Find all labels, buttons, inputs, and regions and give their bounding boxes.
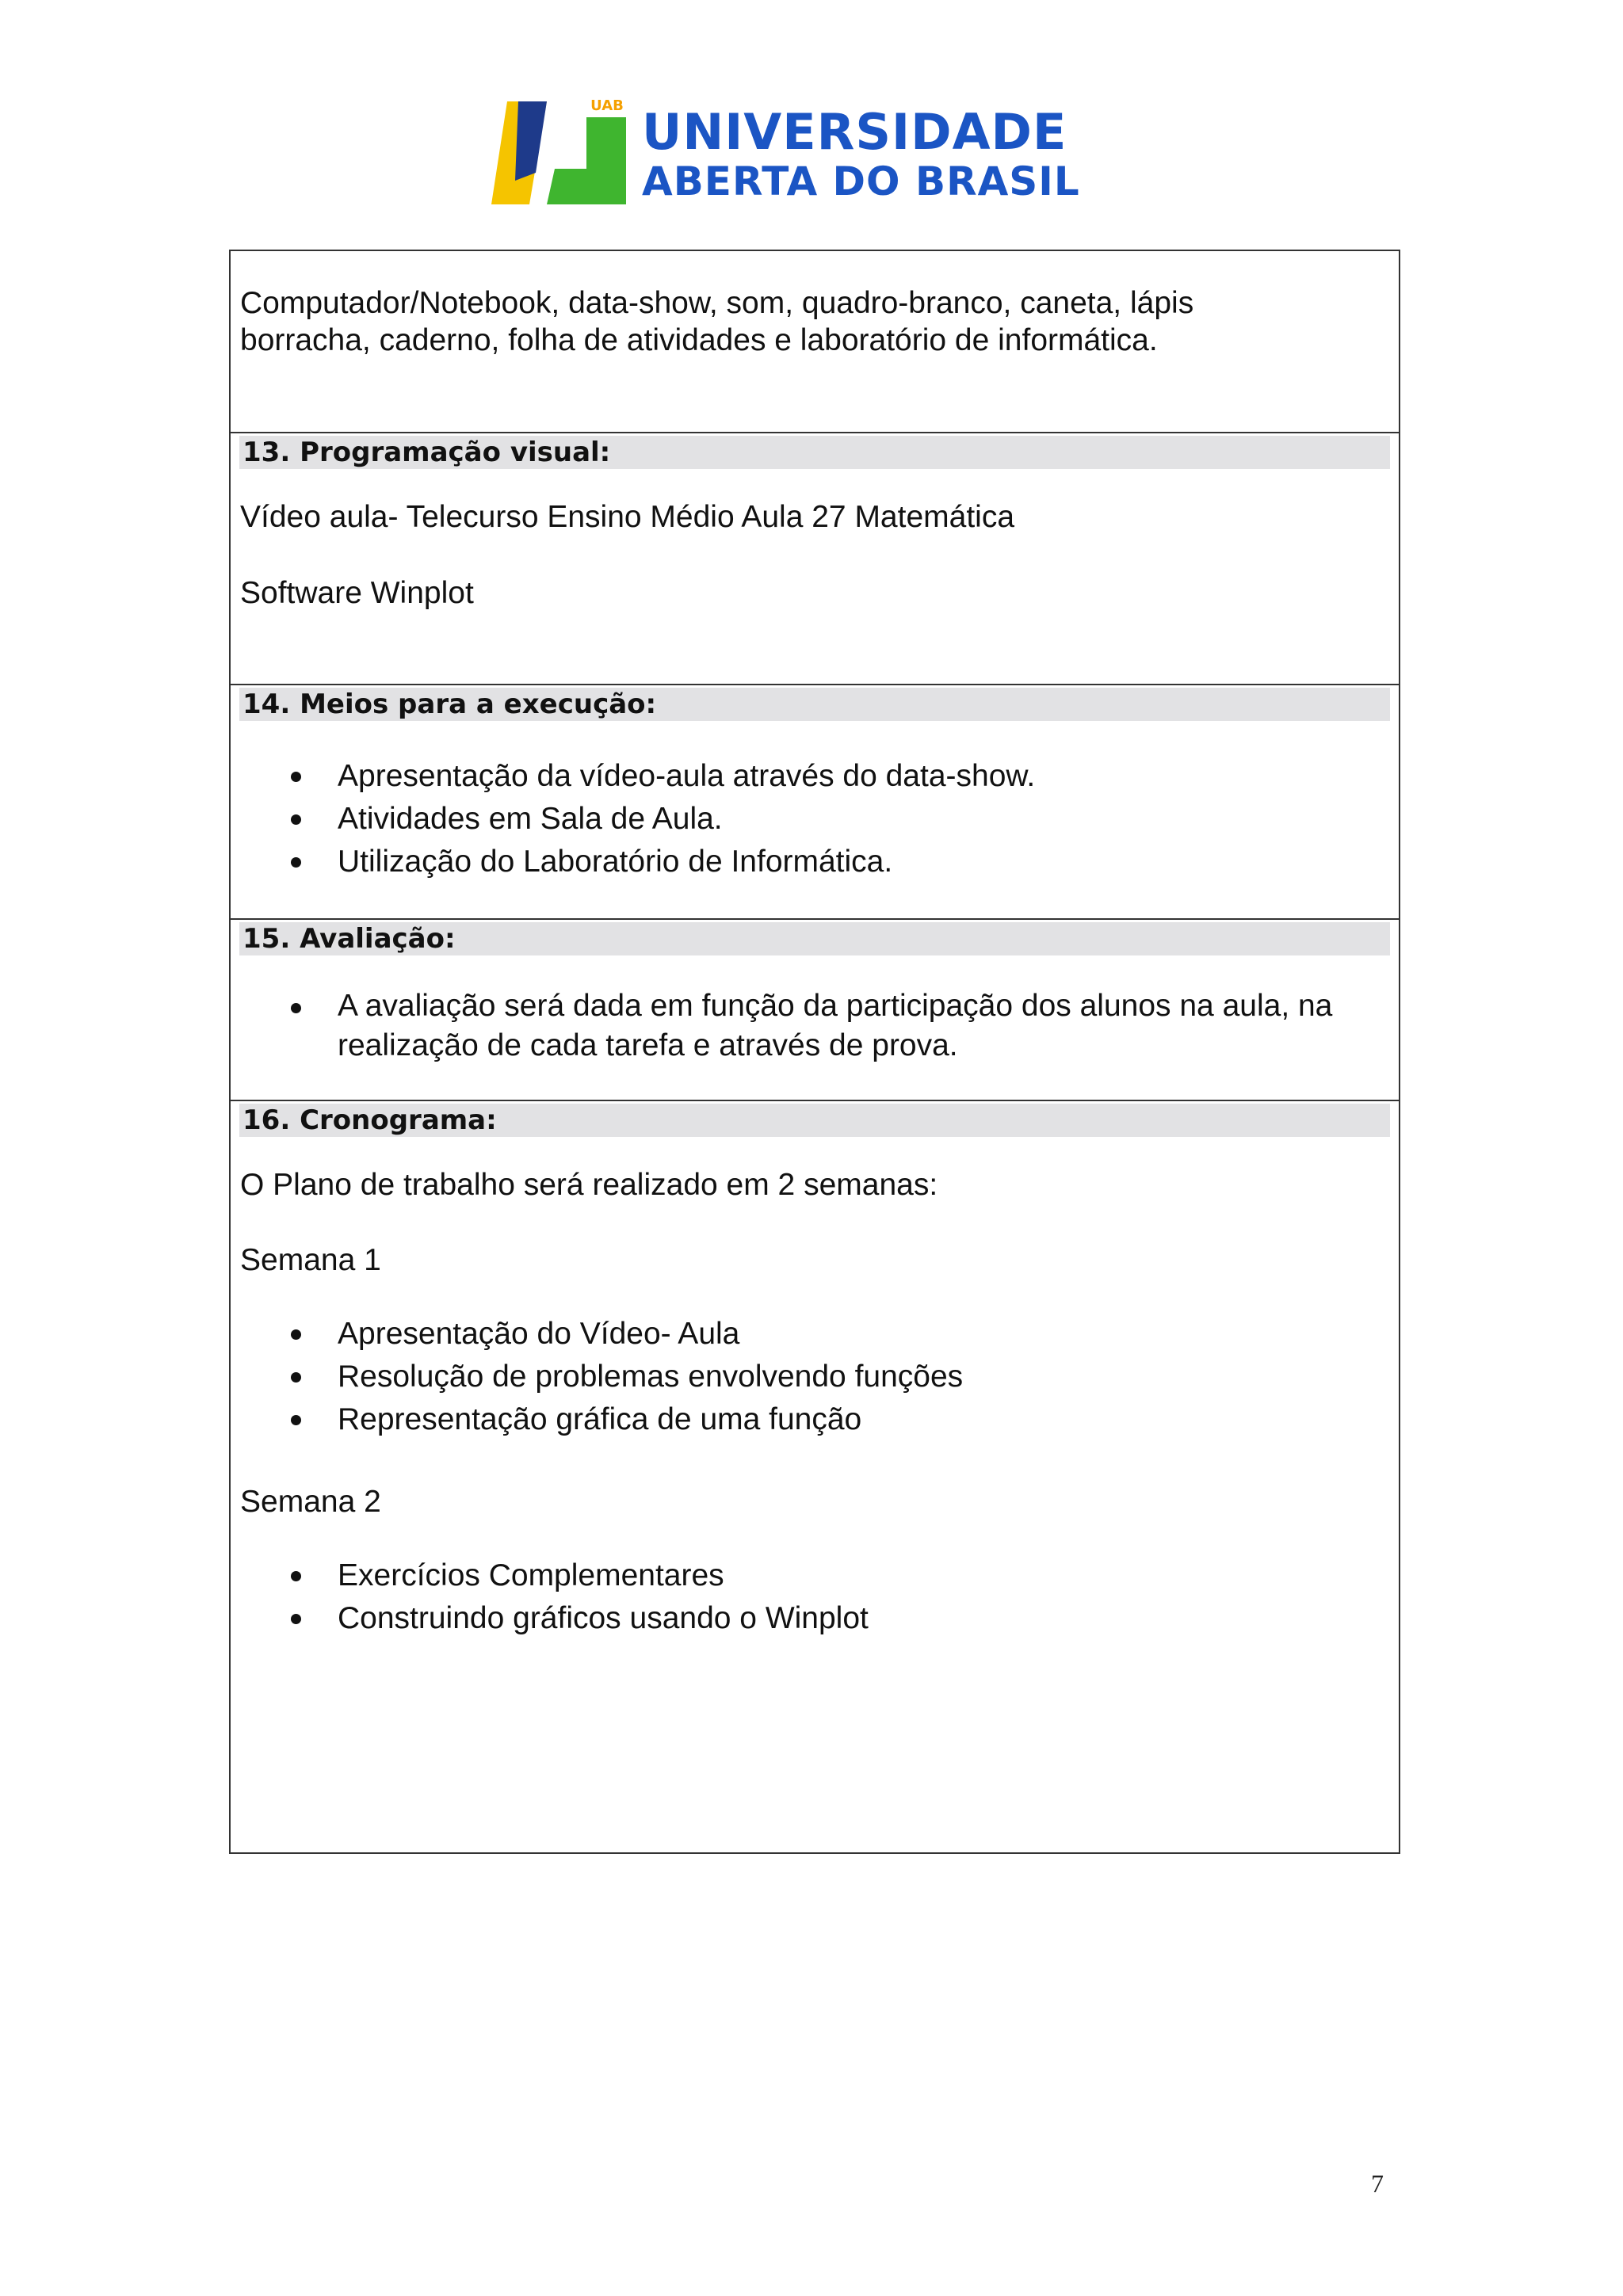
section-divider — [231, 918, 1399, 920]
section-heading-means: 14. Meios para a execução: — [239, 688, 1390, 721]
evaluation-list — [231, 986, 1399, 1066]
section-divider — [231, 684, 1399, 685]
means-list — [231, 755, 1399, 883]
logo-title-line2: ABERTA DO BRASIL — [642, 158, 1080, 204]
list-item: Utilização do Laboratório de Informática. — [231, 841, 1399, 883]
list-item: Apresentação do Vídeo- Aula — [231, 1313, 1399, 1356]
list-item: A avaliação será dada em função da participação dos alunos na aula, na realização de cada tarefa e através de prova. — [231, 986, 1399, 1066]
section-heading-evaluation: 15. Avaliação: — [239, 922, 1390, 955]
bullet-icon — [291, 1614, 301, 1624]
visual-line-2: Software Winplot — [240, 576, 474, 610]
bullet-icon — [291, 1003, 301, 1013]
list-item: Atividades em Sala de Aula. — [231, 798, 1399, 841]
bullet-icon — [291, 1329, 301, 1340]
section-divider — [231, 432, 1399, 433]
bullet-icon — [291, 1372, 301, 1383]
bullet-icon — [291, 772, 301, 782]
section-heading-schedule: 16. Cronograma: — [239, 1104, 1390, 1137]
resources-line-1: Computador/Notebook, data-show, som, quadro-branco, caneta, lápis — [240, 286, 1194, 320]
list-item: Resolução de problemas envolvendo funções — [231, 1356, 1399, 1398]
bullet-icon — [291, 857, 301, 868]
plan-table — [229, 250, 1400, 1854]
week1-list — [231, 1313, 1399, 1441]
bullet-icon — [291, 1571, 301, 1581]
list-item: Construindo gráficos usando o Winplot — [231, 1597, 1399, 1640]
week2-list — [231, 1554, 1399, 1640]
bullet-icon — [291, 1415, 301, 1425]
schedule-intro: O Plano de trabalho será realizado em 2 semanas: — [240, 1168, 938, 1202]
section-divider — [231, 1100, 1399, 1101]
uab-emblem-icon — [491, 93, 642, 212]
logo-title-line1: UNIVERSIDADE — [642, 103, 1067, 161]
resources-line-2: borracha, caderno, folha de atividades e laboratório de informática. — [240, 323, 1158, 357]
section-heading-visual: 13. Programação visual: — [239, 436, 1390, 469]
week1-label: Semana 1 — [240, 1243, 381, 1277]
list-item: Representação gráfica de uma função — [231, 1398, 1399, 1441]
uab-logo — [491, 93, 1094, 212]
week2-label: Semana 2 — [240, 1485, 381, 1519]
list-item: Apresentação da vídeo-aula através do data-show. — [231, 755, 1399, 798]
bullet-icon — [291, 814, 301, 825]
visual-line-1: Vídeo aula- Telecurso Ensino Médio Aula 27 Matemática — [240, 500, 1015, 534]
page-number: 7 — [1371, 2169, 1384, 2198]
uab-badge-text: UAB — [590, 97, 624, 114]
list-item: Exercícios Complementares — [231, 1554, 1399, 1597]
